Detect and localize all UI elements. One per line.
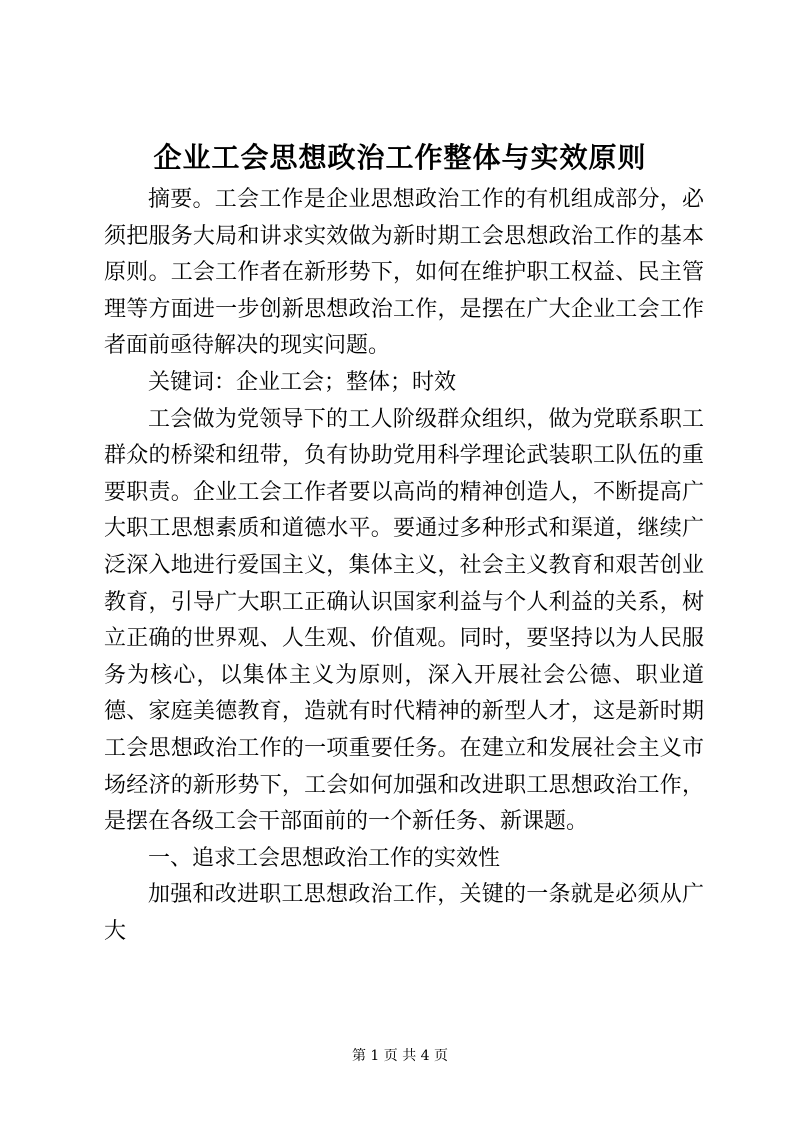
page-footer: 第 1 页 共 4 页 bbox=[351, 1048, 449, 1064]
abstract-paragraph: 摘要。工会工作是企业思想政治工作的有机组成部分，必须把服务大局和讲求实效做为新时期工会思想政治工作的基本原则。工会工作者在新形势下，如何在维护职工权益、民主管理等方面进一步创新思想政治工作，是摆在广大企业工会工作者面前亟待解决的现实问题。 bbox=[104, 187, 704, 359]
section-heading: 一、追求工会思想政治工作的实效性 bbox=[148, 845, 501, 871]
body-paragraph: 工会做为党领导下的工人阶级群众组织，做为党联系职工群众的桥梁和纽带，负有协助党用科学理论武装职工队伍的重要职责。企业工会工作者要以高尚的精神创造人，不断提高广大职工思想素质和道德水平。要通过多种形式和渠道，继续广泛深入地进行爱国主义，集体主义，社会主义教育和艰苦创业教育，引导广大职工正确认识国家利益与个人利益的关系，树立正确的世界观、人生观、价值观。同时，要坚持以为人民服务为核心，以集体主义为原则，深入开展社会公德、职业道德、家庭美德教育，造就有时代精神的新型人才，这是新时期工会思想政治工作的一项重要任务。在建立和发展社会主义市场经济的新形势下，工会如何加强和改进职工思想政治工作，是摆在各级工会干部面前的一个新任务、新课题。 bbox=[104, 406, 704, 835]
document-body bbox=[104, 182, 704, 950]
document-title: 企业工会思想政治工作整体与实效原则 bbox=[153, 141, 647, 174]
keywords-paragraph: 关键词：企业工会；整体；时效 bbox=[148, 369, 457, 395]
body-paragraph: 加强和改进职工思想政治工作，关键的一条就是必须从广大 bbox=[104, 882, 704, 944]
